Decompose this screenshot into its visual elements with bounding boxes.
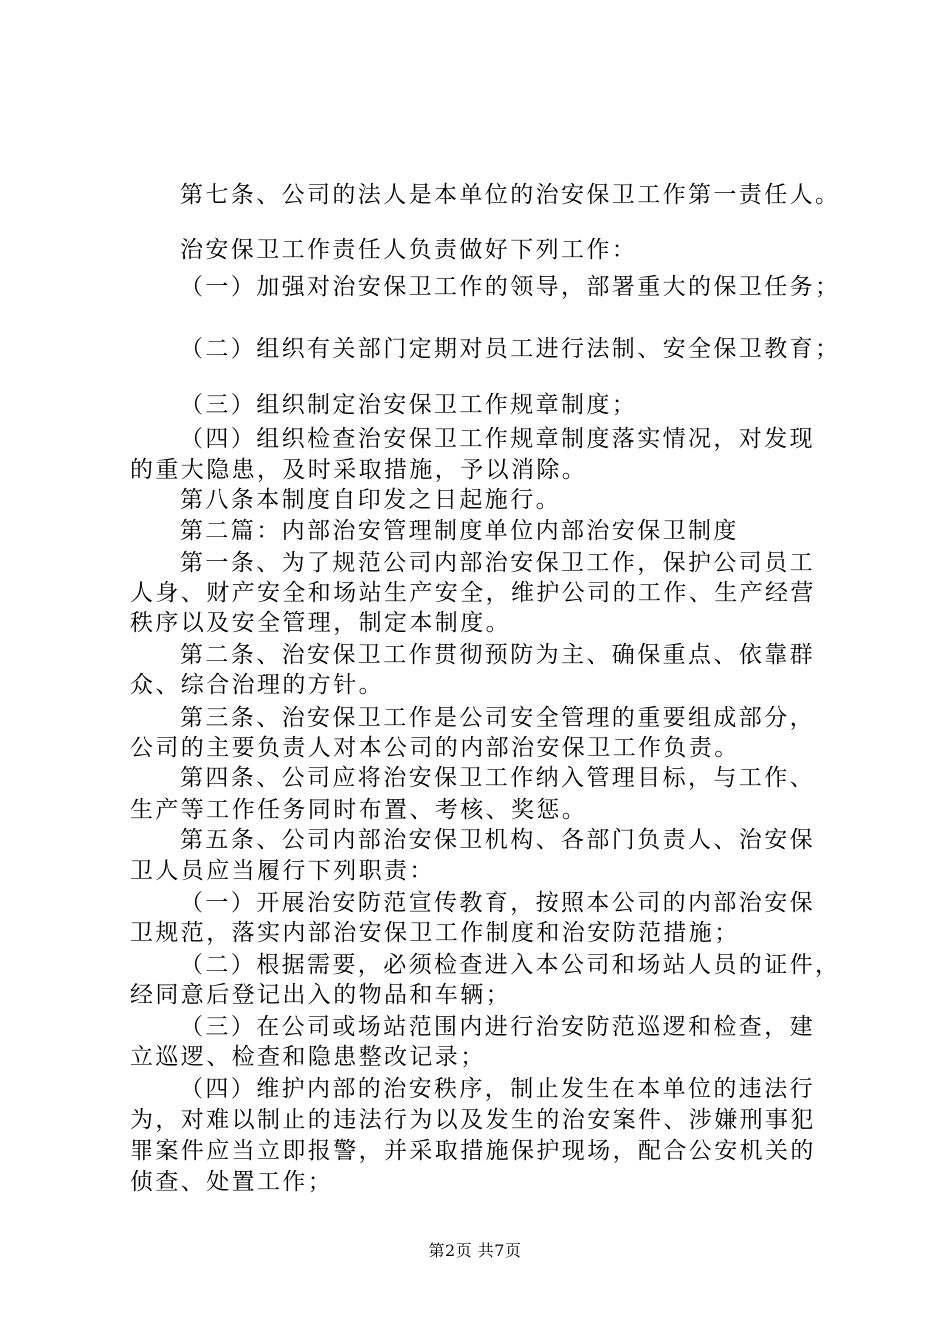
page-number-footer: 第2页 共7页 — [428, 1241, 522, 1260]
text-line: 众、综合治理的方针。 — [130, 672, 384, 698]
text-line: 公司的主要负责人对本公司的内部治安保卫工作负责。 — [130, 735, 740, 761]
text-line: （四）维护内部的治安秩序，制止发生在本单位的违法行 — [180, 1076, 815, 1102]
text-line: 立巡逻、检查和隐患整改记录； — [130, 1044, 486, 1070]
text-line: 侦查、处置工作； — [130, 1169, 334, 1195]
text-line: （一）加强对治安保卫工作的领导，部署重大的保卫任务； — [180, 274, 841, 300]
text-line: 生产等工作任务同时布置、考核、奖惩。 — [130, 797, 588, 823]
text-line: 为，对难以制止的违法行为以及发生的治安案件、涉嫌刑事犯 — [130, 1107, 816, 1133]
text-line: （二）根据需要，必须检查进入本公司和场站人员的证件， — [180, 952, 841, 978]
text-line: 第七条、公司的法人是本单位的治安保卫工作第一责任人。 — [180, 182, 841, 208]
text-line: 人身、财产安全和场站生产安全，维护公司的工作、生产经营 — [130, 580, 816, 606]
text-line: 经同意后登记出入的物品和车辆； — [130, 982, 511, 1008]
text-line: 第四条、公司应将治安保卫工作纳入管理目标，与工作、 — [180, 765, 815, 791]
text-line: 罪案件应当立即报警，并采取措施保护现场，配合公安机关的 — [130, 1138, 816, 1164]
text-line: 秩序以及安全管理，制定本制度。 — [130, 610, 511, 636]
text-line: （三）组织制定治安保卫工作规章制度； — [180, 392, 638, 418]
text-line: 第二篇：内部治安管理制度单位内部治安保卫制度 — [180, 518, 739, 544]
text-line: 卫规范，落实内部治安保卫工作制度和治安防范措施； — [130, 920, 740, 946]
text-line: （二）组织有关部门定期对员工进行法制、安全保卫教育； — [180, 336, 841, 362]
text-line: 第二条、治安保卫工作贯彻预防为主、确保重点、依靠群 — [180, 642, 815, 668]
text-line: 第八条本制度自印发之日起施行。 — [180, 487, 561, 513]
text-line: 的重大隐患，及时采取措施，予以消除。 — [130, 457, 588, 483]
text-line: 治安保卫工作责任人负责做好下列工作： — [180, 237, 638, 263]
text-line: （一）开展治安防范宣传教育，按照本公司的内部治安保 — [180, 890, 815, 916]
text-line: 第五条、公司内部治安保卫机构、各部门负责人、治安保 — [180, 827, 815, 853]
text-line: 卫人员应当履行下列职责： — [130, 858, 435, 884]
text-line: （四）组织检查治安保卫工作规章制度落实情况，对发现 — [180, 426, 815, 452]
text-line: 第三条、治安保卫工作是公司安全管理的重要组成部分， — [180, 705, 815, 731]
text-line: 第一条、为了规范公司内部治安保卫工作，保护公司员工 — [180, 550, 815, 576]
text-line: （三）在公司或场站范围内进行治安防范巡逻和检查，建 — [180, 1014, 815, 1040]
